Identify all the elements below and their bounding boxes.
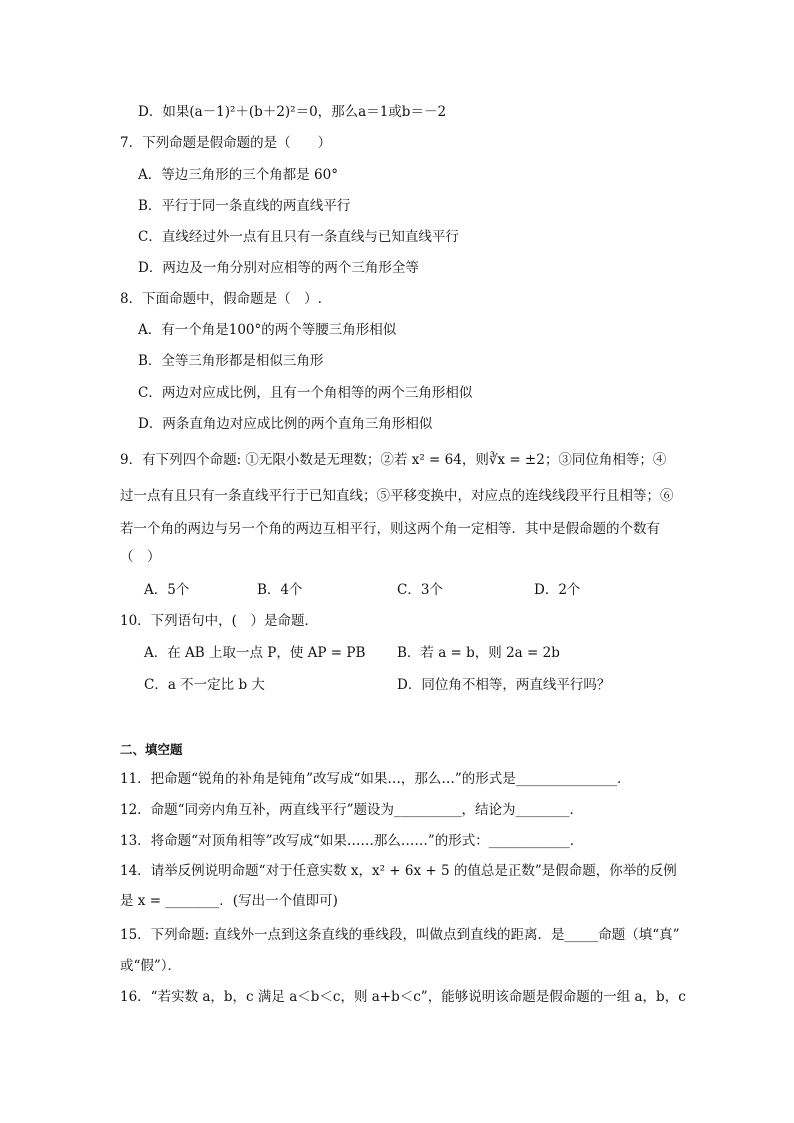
q10-option-c: C．a 不一定比 b 大 — [144, 677, 265, 693]
question-9-line-2: 过一点有且只有一条直线平行于已知直线；⑤平移变换中，对应点的连线线段平行且相等；⑥ — [120, 488, 674, 504]
question-10: 10．下列语句中，( ）是命题． — [120, 613, 318, 629]
q10-option-a: A．在 AB 上取一点 P，使 AP = PB — [144, 645, 366, 661]
q10-option-b: B．若 a = b，则 2a = 2b — [397, 645, 560, 661]
q7-option-a: A．等边三角形的三个角都是 60° — [138, 167, 338, 183]
question-11: 11．把命题“锐角的补角是钝角”改写成“如果…，那么…”的形式是_______________． — [120, 771, 631, 787]
q9-option-a: A．5个 — [144, 582, 190, 598]
q7-option-b: B．平行于同一条直线的两直线平行 — [138, 198, 351, 214]
q7-option-d: D．两边及一角分别对应相等的两个三角形全等 — [138, 260, 419, 276]
question-15-line-2: 或“假”）． — [120, 958, 182, 974]
q10-option-d: D．同位角不相等，两直线平行吗？ — [397, 677, 611, 693]
question-7: 7．下列命题是假命题的是（ ） — [120, 135, 332, 151]
question-9-line-1: 9．有下列四个命题: ①无限小数是无理数；②若 x² = 64，则∛x = ±2；③同位角相等；④ — [120, 452, 667, 468]
q8-option-c: C．两边对应成比例，且有一个角相等的两个三角形相似 — [138, 385, 473, 401]
q9-option-c: C．3个 — [397, 582, 443, 598]
q9-option-d: D．2个 — [534, 582, 581, 598]
question-9-line-3: 若一个角的两边与另一个角的两边互相平行，则这两个角一定相等．其中是假命题的个数有 — [120, 521, 660, 537]
q6-option-d: D．如果(a－1)²＋(b＋2)²＝0，那么a＝1或b＝－2 — [138, 104, 447, 120]
q8-option-a: A．有一个角是100°的两个等腰三角形相似 — [138, 322, 397, 338]
question-13: 13．将命题“对顶角相等”改写成“如果……那么……”的形式：____________． — [120, 833, 584, 849]
section-heading-fill-in: 二、填空题 — [120, 742, 183, 757]
question-12: 12．命题“同旁内角互补，两直线平行”题设为__________，结论为________． — [120, 802, 583, 818]
question-9-line-4: （ ） — [120, 549, 161, 565]
q8-option-b: B．全等三角形都是相似三角形 — [138, 353, 324, 369]
question-15-line-1: 15．下列命题: 直线外一点到这条直线的垂线段，叫做点到直线的距离．是_____命题（填“真” — [120, 927, 680, 943]
question-14-line-2: 是 x = ________．(写出一个值即可) — [120, 893, 338, 909]
question-8: 8．下面命题中，假命题是（ ）. — [120, 291, 322, 307]
question-16-line-1: 16．“若实数 a，b，c 满足 a＜b＜c，则 a+b＜c”，能够说明该命题是假命题的一组 a，b，c — [120, 989, 686, 1005]
question-14-line-1: 14．请举反例说明命题“对于任意实数 x，x² + 6x + 5 的值总是正数”是假命题，你举的反例 — [120, 863, 677, 879]
q8-option-d: D．两条直角边对应成比例的两个直角三角形相似 — [138, 416, 433, 432]
q9-option-b: B．4个 — [257, 582, 303, 598]
q7-option-c: C．直线经过外一点有且只有一条直线与已知直线平行 — [138, 229, 459, 245]
